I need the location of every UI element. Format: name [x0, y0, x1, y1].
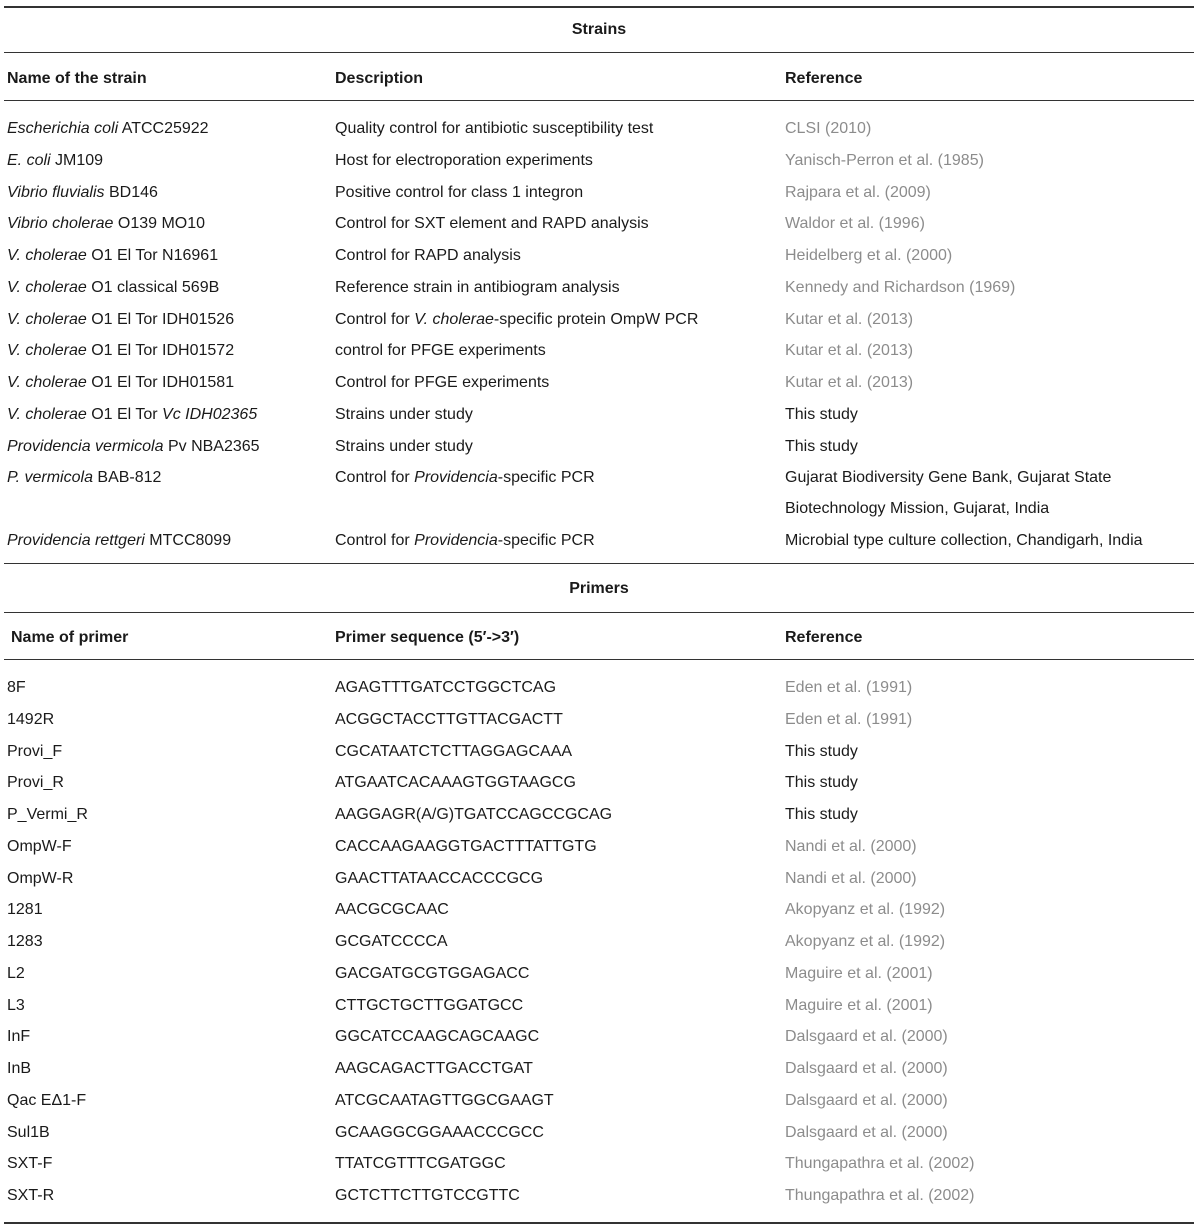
strain-reference-cell [785, 373, 913, 393]
primer-sequence: ATGAATCACAAAGTGGTAAGCG [335, 774, 576, 792]
table-row [0, 468, 1200, 517]
description-text: Strains under study [335, 438, 473, 455]
strains-header-description: Description [335, 70, 424, 87]
primers-header-sequence: Primer sequence (5′->3′) [335, 629, 520, 646]
primer-reference: This study [785, 806, 858, 823]
primer-sequence: GAACTTATAACCACCCGCG [335, 869, 544, 887]
description-text: Positive control for class 1 integron [335, 184, 584, 201]
description-text: Control for [335, 311, 415, 328]
description-text: Quality control for antibiotic susceptibility test [335, 120, 654, 137]
strain-reference-cell [785, 468, 1112, 517]
strain-description-cell [335, 405, 473, 425]
primer-sequence: GCTCTTCTTGTCCGTTC [335, 1187, 520, 1204]
description-text-end: -specific protein OmpW PCR [493, 311, 699, 328]
primer-sequence: AAGGAGR(A/G)TGATCCAGCCGCAG [335, 806, 613, 823]
strain-designation: Pv NBA2365 [163, 438, 260, 455]
primer-sequence: AAGCAGACTTGACCTGAT [335, 1060, 533, 1077]
strains-section-title: Strains [571, 21, 627, 38]
table-row [0, 246, 1200, 278]
primer-name: OmpW-R [7, 869, 74, 887]
reference-text: Kennedy and Richardson (1969) [785, 279, 1016, 296]
primer-reference: Dalsgaard et al. (2000) [785, 1028, 948, 1046]
primer-name: OmpW-F [7, 837, 72, 855]
primer-name: P_Vermi_R [7, 806, 88, 823]
primer-sequence: CACCAAGAAGGTGACTTTATTGTG [335, 837, 597, 855]
strain-name-cell [7, 310, 234, 330]
strain-species: V. cholerae [7, 311, 87, 328]
table-row [0, 278, 1200, 310]
reference-text: This study [785, 406, 858, 423]
primer-sequence: ACGGCTACCTTGTTACGACTT [335, 710, 563, 728]
primers-header-reference: Reference [785, 629, 863, 646]
strain-species: Providencia vermicola [7, 438, 164, 455]
description-text: Control for RAPD analysis [335, 247, 521, 264]
primer-reference: Dalsgaard et al. (2000) [785, 1091, 948, 1109]
strain-designation: O1 El Tor N16961 [86, 247, 219, 264]
strain-designation: BAB-812 [92, 469, 162, 486]
table-row [0, 1186, 1200, 1218]
primer-sequence: AGAGTTTGATCCTGGCTCAG [335, 679, 557, 696]
primer-sequence: ATCGCAATAGTTGGCGAAGT [335, 1091, 554, 1109]
strain-description-cell [335, 151, 593, 171]
strain-designation: O1 El Tor IDH01581 [86, 374, 235, 391]
bottom-rule [4, 1222, 1194, 1224]
primer-reference: Dalsgaard et al. (2000) [785, 1060, 948, 1077]
strain-name-cell [7, 183, 158, 203]
reference-text: Waldor et al. (1996) [785, 215, 925, 232]
reference-text: Yanisch-Perron et al. (1985) [785, 152, 984, 169]
strain-description-cell [335, 310, 698, 330]
strain-description-cell [335, 183, 583, 203]
primer-name: 1283 [7, 933, 43, 950]
description-text: Strains under study [335, 406, 473, 423]
table-row [0, 932, 1200, 964]
primer-reference: Maguire et al. (2001) [785, 964, 933, 982]
top-rule [4, 6, 1194, 8]
strain-description-cell [335, 437, 473, 457]
table-row [0, 531, 1200, 563]
table-row [0, 1123, 1200, 1155]
strain-name-cell [7, 341, 234, 361]
primer-reference: Akopyanz et al. (1992) [785, 933, 946, 950]
strain-description-cell [335, 341, 546, 361]
strain-name-cell [7, 151, 103, 171]
primer-sequence: GACGATGCGTGGAGACC [335, 964, 530, 982]
strain-designation: O1 El Tor [86, 406, 163, 423]
strain-designation: O139 MO10 [113, 215, 206, 232]
primer-sequence: GGCATCCAAGCAGCAAGC [335, 1028, 540, 1046]
primers-title-rule [4, 612, 1194, 613]
strain-name-cell [7, 405, 257, 425]
strain-reference-cell [785, 341, 913, 361]
strains-header-rule [4, 100, 1194, 101]
strain-reference-cell [785, 151, 984, 171]
strain-name-cell [7, 437, 260, 457]
strain-species: V. cholerae [7, 342, 87, 359]
strain-isolate: Vc IDH02365 [162, 406, 258, 423]
strain-species: Vibrio cholerae [7, 215, 114, 232]
table-row [0, 341, 1200, 373]
strain-designation: MTCC8099 [144, 532, 232, 549]
reference-text: CLSI (2010) [785, 120, 872, 137]
strains-header-name: Name of the strain [7, 70, 147, 87]
strain-species: Providencia rettgeri [7, 532, 145, 549]
strain-name-cell [7, 214, 205, 234]
primer-reference: This study [785, 742, 858, 760]
strain-description-cell [335, 278, 620, 298]
strain-designation: O1 El Tor IDH01526 [86, 311, 235, 328]
primer-reference: This study [785, 774, 858, 792]
primer-name: InB [7, 1060, 32, 1077]
primer-name: 8F [7, 679, 26, 696]
table-row [0, 964, 1200, 996]
strain-name-cell [7, 373, 234, 393]
description-text: Control for [335, 469, 415, 486]
primer-reference: Maguire et al. (2001) [785, 996, 933, 1014]
primer-reference: Eden et al. (1991) [785, 710, 913, 728]
strains-bottom-rule [4, 563, 1194, 564]
strain-reference-cell [785, 310, 913, 330]
strain-reference-cell [785, 214, 925, 234]
primer-sequence: GCGATCCCCA [335, 933, 448, 950]
primer-sequence: CGCATAATCTCTTAGGAGCAAA [335, 742, 573, 760]
description-text: Control for [335, 532, 415, 549]
strain-species: V. cholerae [7, 279, 87, 296]
strain-description-cell [335, 214, 649, 234]
primer-sequence: CTTGCTGCTTGGATGCC [335, 996, 524, 1014]
primer-reference: Nandi et al. (2000) [785, 837, 917, 855]
strain-description-cell [335, 468, 595, 488]
table-row [0, 805, 1200, 837]
description-taxon: Providencia [414, 469, 498, 486]
strain-species: V. cholerae [7, 247, 87, 264]
reference-text: Rajpara et al. (2009) [785, 184, 931, 201]
strain-reference-cell [785, 183, 931, 203]
primers-header-rule [4, 659, 1194, 660]
strain-reference-cell [785, 246, 952, 266]
strain-species: V. cholerae [7, 406, 87, 423]
strain-reference-cell [785, 405, 858, 425]
description-text: control for PFGE experiments [335, 342, 546, 359]
primer-name: L2 [7, 964, 25, 982]
description-text: Control for PFGE experiments [335, 374, 550, 391]
table-row [0, 1091, 1200, 1123]
strain-description-cell [335, 531, 595, 551]
strain-designation: ATCC25922 [118, 120, 209, 137]
primer-name: 1281 [7, 901, 43, 919]
primer-name: SXT-R [7, 1187, 55, 1204]
reference-text: Kutar et al. (2013) [785, 311, 914, 328]
primer-name: Sul1B [7, 1123, 50, 1141]
strain-designation: O1 classical 569B [86, 279, 220, 296]
reference-text-line2: Biotechnology Mission, Gujarat, India [785, 500, 1050, 517]
strain-designation: BD146 [104, 184, 158, 201]
primer-sequence: TTATCGTTTCGATGGC [335, 1155, 506, 1173]
primer-name: Provi_F [7, 742, 63, 760]
table-row [0, 773, 1200, 805]
strain-species: P. vermicola [7, 469, 93, 486]
strain-name-cell [7, 278, 219, 298]
strain-species: E. coli [7, 152, 51, 169]
table-row [0, 151, 1200, 183]
primers-header-name: Name of primer [11, 629, 129, 646]
table-row [0, 405, 1200, 437]
table-row [0, 183, 1200, 215]
strains-title-rule [4, 52, 1194, 53]
primers-section-title: Primers [569, 580, 629, 597]
strain-description-cell [335, 246, 521, 266]
primer-reference: Nandi et al. (2000) [785, 869, 917, 887]
strain-designation: JM109 [50, 152, 104, 169]
table-row [0, 837, 1200, 869]
table-row [0, 996, 1200, 1028]
primer-sequence: AACGCGCAAC [335, 901, 449, 919]
strain-name-cell [7, 468, 161, 488]
primer-name: InF [7, 1028, 31, 1046]
strain-reference-cell [785, 531, 1143, 551]
table-row [0, 900, 1200, 932]
description-taxon: V. cholerae [414, 311, 494, 328]
primer-reference: Thungapathra et al. (2002) [785, 1187, 975, 1204]
description-text: Control for SXT element and RAPD analysis [335, 215, 649, 232]
table-row [0, 742, 1200, 774]
reference-text: Gujarat Biodiversity Gene Bank, Gujarat State [785, 469, 1112, 486]
table-row [0, 869, 1200, 901]
reference-text: Microbial type culture collection, Chandigarh, India [785, 532, 1143, 549]
description-text-end: -specific PCR [497, 469, 595, 486]
strain-reference-cell [785, 278, 1015, 298]
reference-text: Heidelberg et al. (2000) [785, 247, 953, 264]
strain-name-cell [7, 119, 209, 139]
strain-name-cell [7, 246, 218, 266]
primer-name: Provi_R [7, 774, 64, 792]
strain-reference-cell [785, 437, 858, 457]
strains-header-reference: Reference [785, 70, 863, 87]
table-row [0, 1059, 1200, 1091]
strain-description-cell [335, 119, 653, 139]
strain-species: Vibrio fluvialis [7, 184, 105, 201]
reference-text: Kutar et al. (2013) [785, 374, 914, 391]
primer-sequence: GCAAGGCGGAAACCCGCC [335, 1123, 544, 1141]
primer-reference: Thungapathra et al. (2002) [785, 1155, 975, 1173]
strain-species: Escherichia coli [7, 120, 119, 137]
primer-reference: Eden et al. (1991) [785, 679, 913, 696]
reference-text: This study [785, 438, 858, 455]
primer-name: 1492R [7, 710, 55, 728]
primer-name: SXT-F [7, 1155, 53, 1173]
strain-name-cell [7, 531, 231, 551]
primer-name: L3 [7, 996, 25, 1014]
primer-name: Qac EΔ1-F [7, 1091, 87, 1109]
description-text: Reference strain in antibiogram analysis [335, 279, 620, 296]
table-row [0, 373, 1200, 405]
table-row [0, 1027, 1200, 1059]
description-text-end: -specific PCR [497, 532, 595, 549]
strain-reference-cell [785, 119, 871, 139]
table-row [0, 437, 1200, 469]
table-row [0, 310, 1200, 342]
table-row [0, 1154, 1200, 1186]
table-row [0, 214, 1200, 246]
table-row [0, 710, 1200, 742]
strain-species: V. cholerae [7, 374, 87, 391]
table-row [0, 678, 1200, 710]
primer-reference: Akopyanz et al. (1992) [785, 901, 946, 919]
strain-designation: O1 El Tor IDH01572 [86, 342, 235, 359]
description-text: Host for electroporation experiments [335, 152, 593, 169]
primer-reference: Dalsgaard et al. (2000) [785, 1123, 948, 1141]
description-taxon: Providencia [414, 532, 498, 549]
strain-description-cell [335, 373, 549, 393]
table-row [0, 119, 1200, 151]
reference-text: Kutar et al. (2013) [785, 342, 914, 359]
